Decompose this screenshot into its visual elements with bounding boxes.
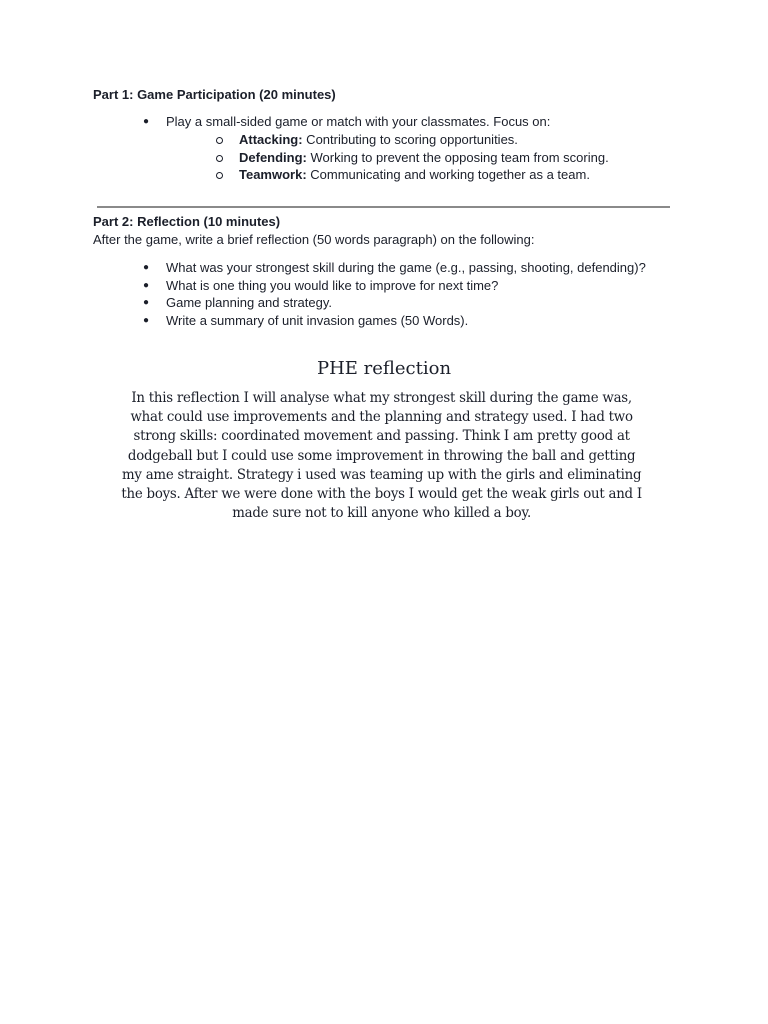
bullet-icon: ● (143, 262, 150, 273)
list-item (143, 259, 646, 277)
list-item (216, 149, 609, 167)
focus-term: Attacking: (239, 132, 303, 147)
question-text: Game planning and strategy. (166, 295, 332, 310)
part1-heading: Part 1: Game Participation (20 minutes) (93, 87, 336, 102)
reflection-line: the boys. After we were done with the boys I would get the weak girls out and I (121, 486, 642, 503)
question-text: What was your strongest skill during the game (e.g., passing, shooting, defending)? (166, 260, 646, 275)
focus-term: Teamwork: (239, 167, 307, 182)
part1-focus-list (216, 131, 609, 184)
focus-description: Working to prevent the opposing team from scoring. (306, 149, 609, 165)
circle-bullet-icon (216, 155, 223, 162)
list-item (143, 294, 623, 312)
list-item (143, 277, 623, 295)
focus-description: Contributing to scoring opportunities. (302, 132, 518, 147)
list-item (216, 166, 590, 184)
reflection-line: strong skills: coordinated movement and passing. Think I am pretty good at (133, 428, 630, 445)
reflection-line: dodgeball but I could use some improvement in throwing the ball and getting (127, 447, 636, 464)
horizontal-divider (97, 206, 670, 208)
part1-bullet-text: Play a small-sided game or match with your classmates. Focus on: (166, 114, 551, 129)
bullet-icon: ● (143, 116, 150, 127)
circle-bullet-icon (216, 137, 223, 144)
circle-bullet-icon (216, 172, 223, 179)
bullet-icon: ● (143, 297, 150, 308)
bullet-icon: ● (143, 314, 150, 326)
focus-description: Communicating and working together as a team. (306, 167, 590, 182)
reflection-title: PHE reflection (316, 358, 452, 379)
list-item (143, 113, 551, 131)
reflection-line: what could use improvements and the planning and strategy used. I had two (130, 409, 633, 426)
question-text: Write a summary of unit invasion games (50 Words). (166, 312, 469, 328)
reflection-line: In this reflection I will analyse what my strongest skill during the game was, (131, 390, 632, 406)
list-item (216, 131, 586, 149)
part2-question-list (143, 259, 646, 329)
reflection-line: my ame straight. Strategy i used was teaming up with the girls and eliminating (121, 466, 642, 483)
part2-heading: Part 2: Reflection (10 minutes) (93, 214, 281, 229)
question-text: What is one thing you would like to improve for next time? (166, 277, 499, 293)
part1-bullet-list (143, 113, 551, 131)
list-item (143, 312, 623, 330)
focus-term: Defending: (239, 149, 307, 165)
bullet-icon: ● (143, 279, 150, 291)
reflection-paragraph (0, 389, 763, 523)
reflection-line: made sure not to kill anyone who killed a boy. (232, 505, 532, 522)
part2-intro: After the game, write a brief reflection (50 words paragraph) on the following: (93, 232, 535, 247)
